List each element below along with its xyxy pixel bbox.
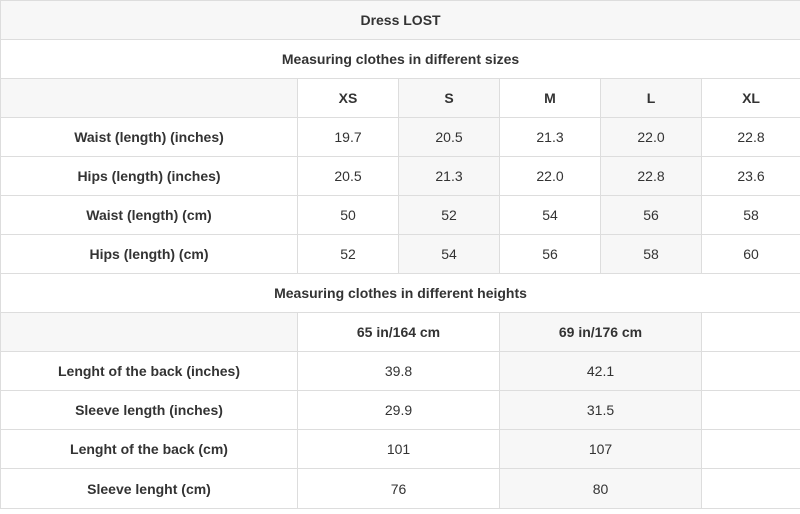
table-cell: 21.3 <box>399 157 500 196</box>
table-row <box>1 235 800 274</box>
table-cell: 52 <box>399 196 500 235</box>
table-cell: 22.8 <box>601 157 702 196</box>
row-label: Sleeve lenght (cm) <box>1 469 298 509</box>
empty-cell <box>702 352 800 391</box>
table-row <box>1 469 800 509</box>
table-row <box>1 391 800 430</box>
table-cell: 22.0 <box>500 157 601 196</box>
table-cell: 21.3 <box>500 118 601 157</box>
header-corner-cell <box>1 313 298 352</box>
table-row <box>1 157 800 196</box>
table-cell: 101 <box>298 430 500 469</box>
table-row <box>1 352 800 391</box>
table-cell: 58 <box>601 235 702 274</box>
table-cell: 52 <box>298 235 399 274</box>
table-cell: 58 <box>702 196 800 235</box>
header-corner-cell <box>1 79 298 118</box>
table-cell: 54 <box>399 235 500 274</box>
table-cell: 54 <box>500 196 601 235</box>
sizes-section-heading: Measuring clothes in different sizes <box>1 40 800 79</box>
row-label: Waist (length) (cm) <box>1 196 298 235</box>
table-cell: 107 <box>500 430 702 469</box>
table-cell: 22.0 <box>601 118 702 157</box>
table-row <box>1 118 800 157</box>
table-cell: 80 <box>500 469 702 509</box>
row-label: Hips (length) (cm) <box>1 235 298 274</box>
empty-cell <box>702 391 800 430</box>
empty-cell <box>702 430 800 469</box>
table-cell: 76 <box>298 469 500 509</box>
table-cell: 29.9 <box>298 391 500 430</box>
empty-cell <box>702 469 800 509</box>
sizes-heading-row <box>1 40 800 79</box>
row-label: Sleeve length (inches) <box>1 391 298 430</box>
heights-header-row <box>1 313 800 352</box>
heights-heading-row <box>1 274 800 313</box>
table-row <box>1 430 800 469</box>
row-label: Hips (length) (inches) <box>1 157 298 196</box>
size-header-xl: XL <box>702 79 800 118</box>
table-cell: 19.7 <box>298 118 399 157</box>
height-header-176: 69 in/176 cm <box>500 313 702 352</box>
height-header-164: 65 in/164 cm <box>298 313 500 352</box>
table-cell: 20.5 <box>298 157 399 196</box>
empty-cell <box>702 313 800 352</box>
table-cell: 56 <box>601 196 702 235</box>
table-cell: 39.8 <box>298 352 500 391</box>
product-title: Dress LOST <box>1 1 800 40</box>
size-header-xs: XS <box>298 79 399 118</box>
size-header-s: S <box>399 79 500 118</box>
table-row <box>1 196 800 235</box>
table-cell: 56 <box>500 235 601 274</box>
heights-section-heading: Measuring clothes in different heights <box>1 274 800 313</box>
title-row <box>1 1 800 40</box>
table-cell: 50 <box>298 196 399 235</box>
row-label: Lenght of the back (cm) <box>1 430 298 469</box>
table-cell: 22.8 <box>702 118 800 157</box>
size-header-l: L <box>601 79 702 118</box>
size-header-m: M <box>500 79 601 118</box>
row-label: Lenght of the back (inches) <box>1 352 298 391</box>
table-cell: 60 <box>702 235 800 274</box>
table-cell: 31.5 <box>500 391 702 430</box>
table-cell: 23.6 <box>702 157 800 196</box>
sizes-header-row <box>1 79 800 118</box>
table-cell: 20.5 <box>399 118 500 157</box>
table-cell: 42.1 <box>500 352 702 391</box>
row-label: Waist (length) (inches) <box>1 118 298 157</box>
